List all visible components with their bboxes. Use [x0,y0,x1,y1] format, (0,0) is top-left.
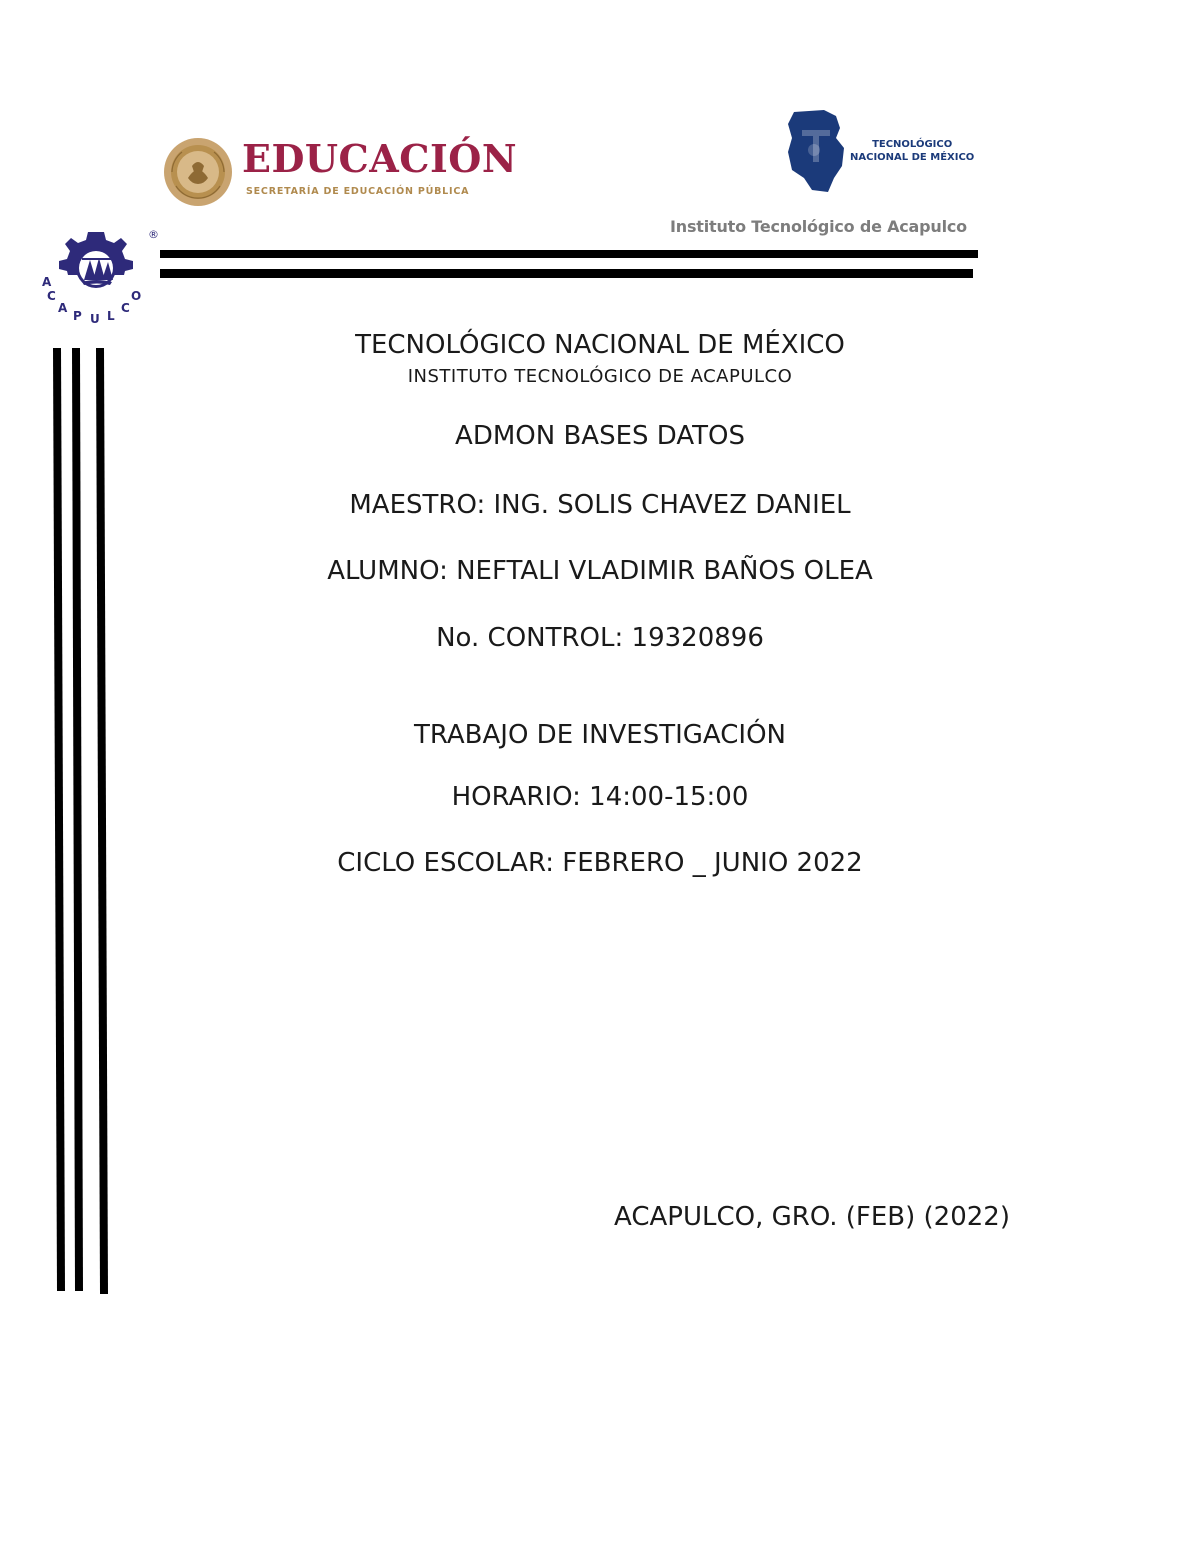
tecnm-wordmark [850,138,974,164]
registered-mark: ® [148,228,159,241]
header-rule-bottom [160,269,973,278]
svg-text:O: O [131,289,142,303]
svg-text:C: C [47,289,56,303]
student: ALUMNO: NEFTALI VLADIMIR BAÑOS OLEA [327,556,873,586]
svg-text:A: A [58,301,68,315]
ita-name: Instituto Tecnológico de Acapulco [670,217,967,236]
subject: ADMON BASES DATOS [455,421,745,451]
institution-name: TECNOLÓGICO NACIONAL DE MÉXICO [355,330,845,360]
control-number: No. CONTROL: 19320896 [436,623,764,653]
school-cycle: CICLO ESCOLAR: FEBRERO _ JUNIO 2022 [337,848,863,878]
tecnm-emblem-icon [784,108,848,194]
mexico-seal-icon [162,136,234,208]
svg-text:L: L [107,309,115,323]
header-rule-top [160,250,978,258]
schedule: HORARIO: 14:00-15:00 [451,782,749,812]
svg-text:U: U [90,312,100,326]
sep-title: EDUCACIÓN [242,136,518,181]
ita-gear-logo-icon [30,222,160,330]
sep-educacion-logo [162,132,518,210]
teacher: MAESTRO: ING. SOLIS CHAVEZ DANIEL [349,490,851,520]
svg-text:C: C [121,301,130,315]
tecnm-logo [784,108,984,198]
work-type: TRABAJO DE INVESTIGACIÓN [413,720,786,750]
place-and-date: ACAPULCO, GRO. (FEB) (2022) [614,1202,1010,1232]
tecnm-line-1: TECNOLÓGICO [872,139,953,150]
svg-text:A: A [42,275,52,289]
sep-subtitle: SECRETARÍA DE EDUCACIÓN PÚBLICA [246,186,470,197]
svg-text:P: P [73,309,82,323]
campus-name: INSTITUTO TECNOLÓGICO DE ACAPULCO [407,366,793,387]
tecnm-line-2: NACIONAL DE MÉXICO [850,152,975,163]
